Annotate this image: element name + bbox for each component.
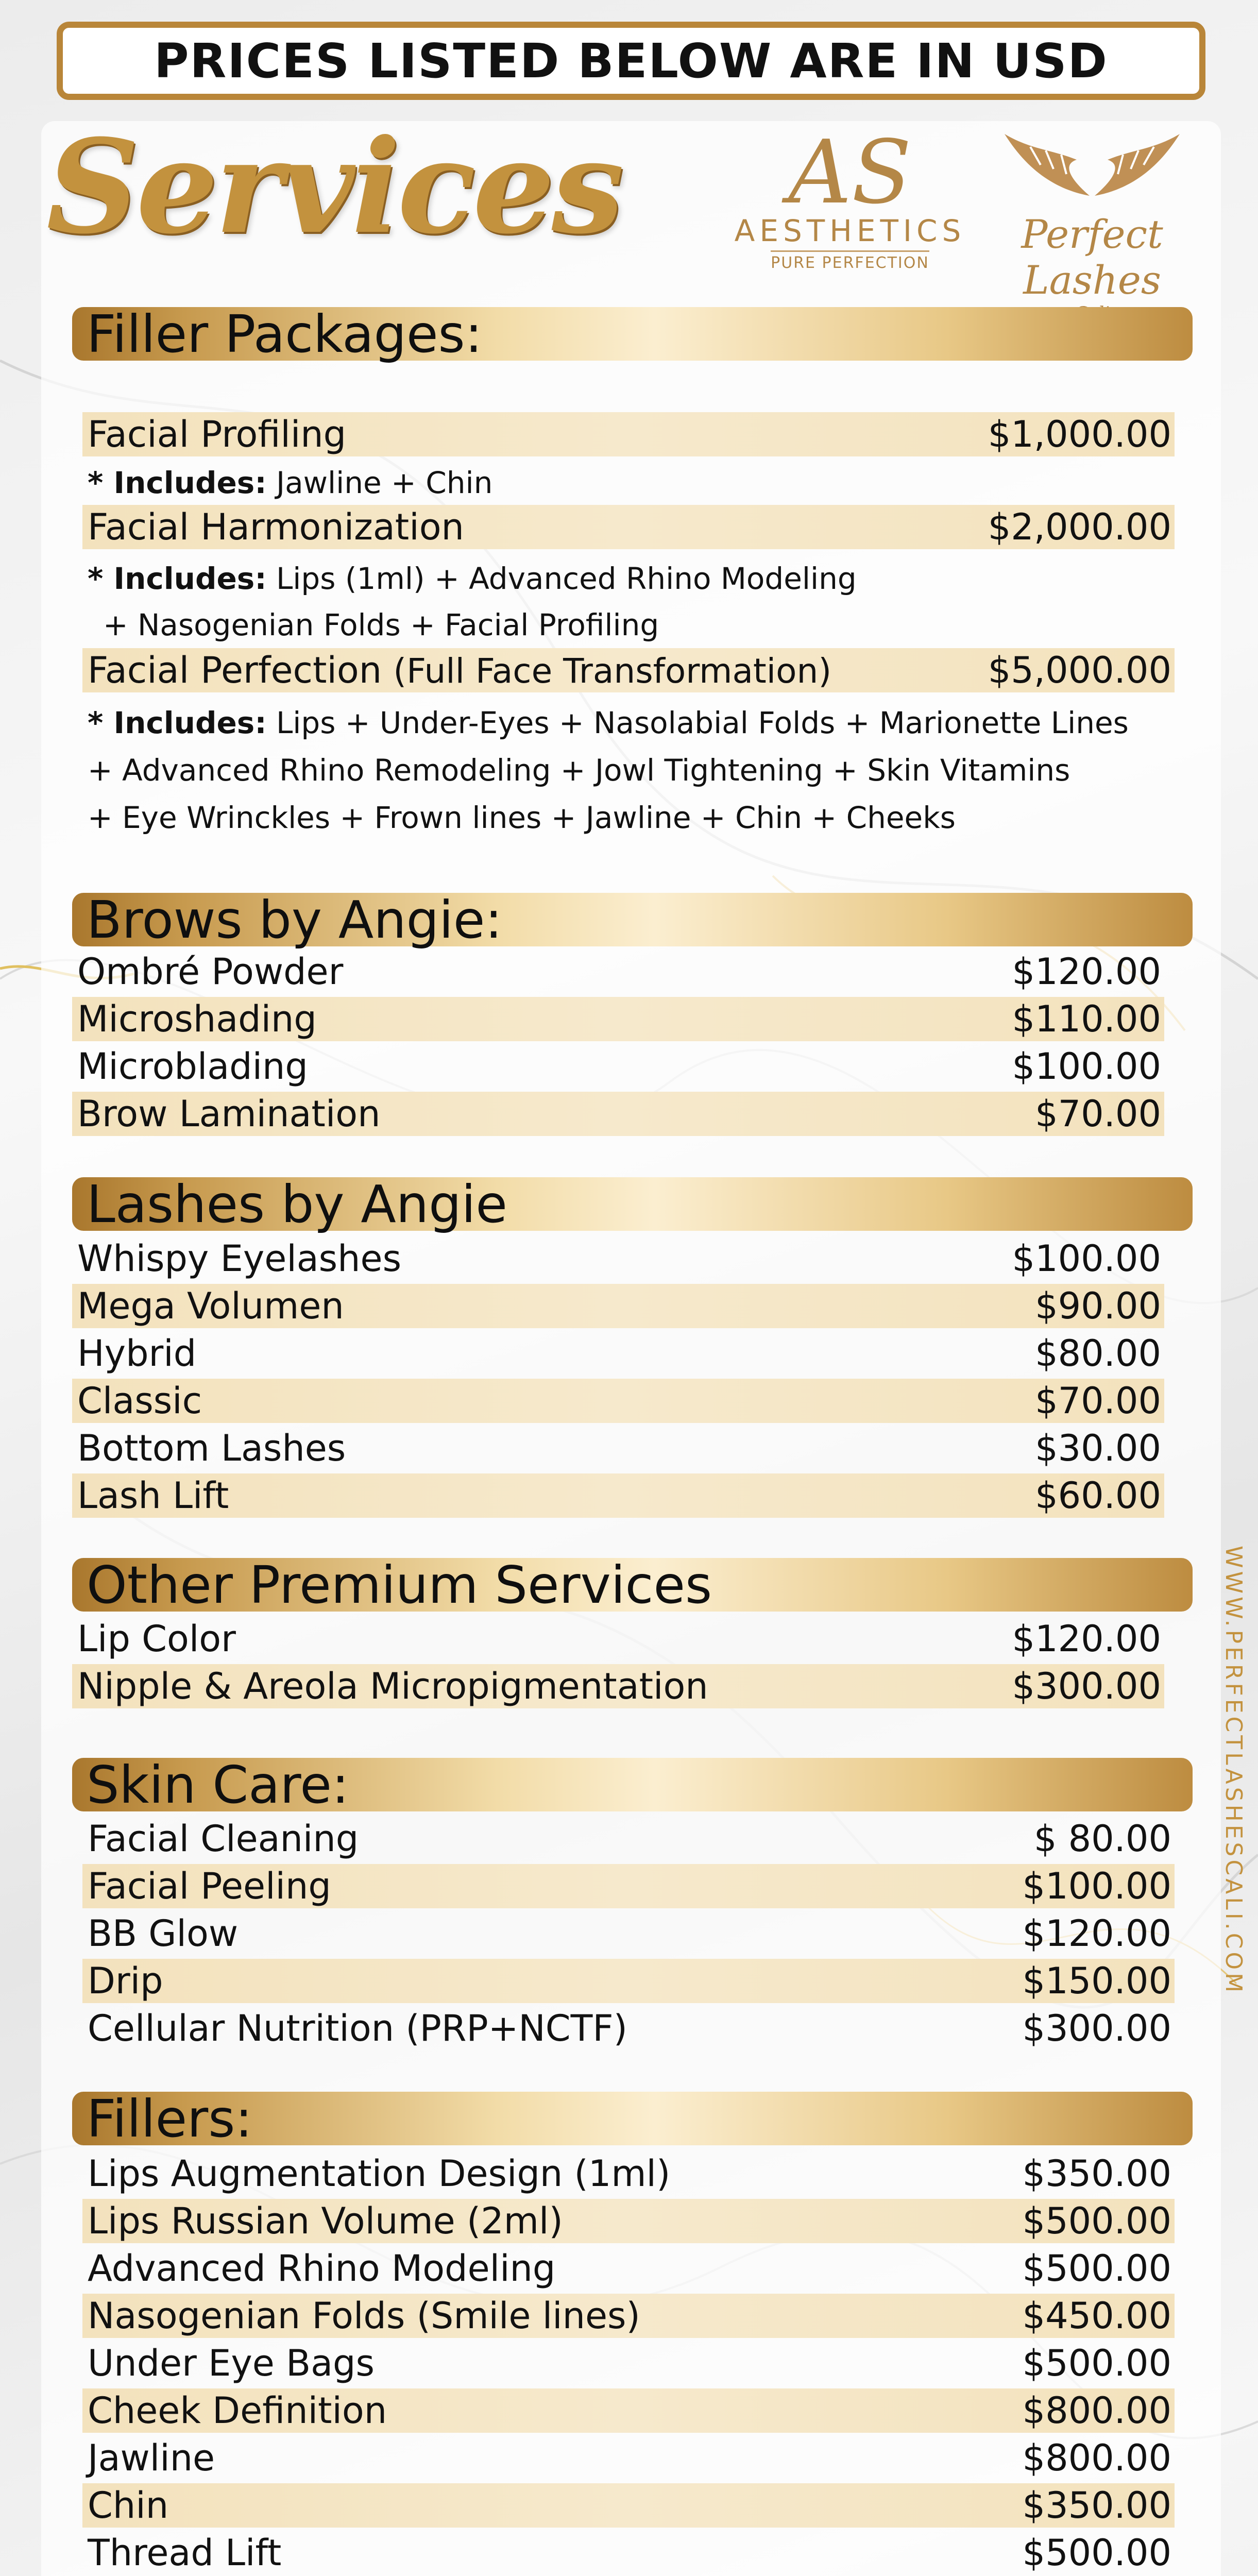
list-item bbox=[82, 2531, 1175, 2575]
list-item bbox=[72, 1092, 1164, 1136]
item-name: Microshading bbox=[77, 998, 317, 1040]
item-price: $120.00 bbox=[1012, 951, 1161, 993]
logo-name: AESTHETICS bbox=[734, 213, 966, 248]
includes-note bbox=[88, 556, 857, 601]
item-name: Lips Russian Volume (2ml) bbox=[88, 2200, 563, 2242]
list-item bbox=[82, 1864, 1175, 1908]
section-premium: Other Premium Services bbox=[72, 1558, 1193, 1612]
item-name: Classic bbox=[77, 1380, 202, 1422]
item-name: Facial Cleaning bbox=[88, 1818, 359, 1860]
item-price: $100.00 bbox=[1022, 1865, 1171, 1907]
item-name: Thread Lift bbox=[88, 2532, 282, 2574]
item-price: $800.00 bbox=[1022, 2437, 1171, 2479]
item-name: BB Glow bbox=[88, 1912, 239, 1955]
logo-tagline: PURE PERFECTION bbox=[771, 250, 929, 272]
note-text: Lips + Under-Eyes + Nasolabial Folds + Marionette Lines bbox=[276, 705, 1129, 740]
list-item bbox=[72, 1473, 1164, 1518]
item-name: Lips Augmentation Design (1ml) bbox=[88, 2153, 671, 2195]
section-brows: Brows by Angie: bbox=[72, 893, 1193, 946]
list-item bbox=[72, 1284, 1164, 1328]
item-price: $110.00 bbox=[1012, 998, 1161, 1040]
wings-icon bbox=[999, 129, 1185, 206]
list-item bbox=[82, 2151, 1175, 2196]
item-name: Facial Peeling bbox=[88, 1865, 331, 1907]
note-text: Jawline + Chin bbox=[276, 465, 493, 500]
item-name: Hybrid bbox=[77, 1332, 197, 1375]
item-price: $80.00 bbox=[1035, 1332, 1161, 1375]
includes-label: * Includes: bbox=[88, 465, 267, 500]
item-price: $450.00 bbox=[1022, 2295, 1171, 2337]
item-price: $150.00 bbox=[1022, 1960, 1171, 2002]
note-continuation: + Nasogenian Folds + Facial Profiling bbox=[103, 607, 659, 642]
item-price: $800.00 bbox=[1022, 2389, 1171, 2432]
item-name: Chin bbox=[88, 2484, 169, 2527]
list-item bbox=[82, 1911, 1175, 1956]
list-item bbox=[72, 1426, 1164, 1470]
item-price: $60.00 bbox=[1035, 1475, 1161, 1517]
item-price: $1,000.00 bbox=[988, 413, 1171, 455]
item-name: Drip bbox=[88, 1960, 163, 2002]
item-price: $300.00 bbox=[1022, 2007, 1171, 2049]
item-price: $120.00 bbox=[1012, 1618, 1161, 1660]
list-item bbox=[82, 1959, 1175, 2003]
item-price: $100.00 bbox=[1012, 1238, 1161, 1280]
item-name: Bottom Lashes bbox=[77, 1427, 346, 1469]
list-item bbox=[82, 2006, 1175, 2050]
item-name: Microblading bbox=[77, 1045, 308, 1088]
item-name: Nasogenian Folds (Smile lines) bbox=[88, 2295, 640, 2337]
list-item bbox=[72, 1664, 1164, 1708]
list-item bbox=[72, 1236, 1164, 1281]
item-price: $500.00 bbox=[1022, 2200, 1171, 2242]
list-item bbox=[82, 412, 1175, 456]
item-name: Cheek Definition bbox=[88, 2389, 387, 2432]
note-text: Lips (1ml) + Advanced Rhino Modeling bbox=[276, 561, 857, 596]
item-price: $350.00 bbox=[1022, 2153, 1171, 2195]
list-item bbox=[82, 2246, 1175, 2291]
section-fillers: Fillers: bbox=[72, 2092, 1193, 2145]
list-item bbox=[72, 1379, 1164, 1423]
item-price: $70.00 bbox=[1035, 1380, 1161, 1422]
logo-pl-name: Perfect Lashes bbox=[1021, 211, 1163, 303]
item-price: $500.00 bbox=[1022, 2247, 1171, 2290]
includes-note bbox=[88, 461, 492, 505]
aesthetics-logo bbox=[732, 122, 968, 283]
list-item bbox=[82, 2436, 1175, 2480]
list-item bbox=[82, 2388, 1175, 2433]
list-item bbox=[82, 2483, 1175, 2528]
section-skin-care: Skin Care: bbox=[72, 1758, 1193, 1811]
item-name: Under Eye Bags bbox=[88, 2342, 375, 2384]
list-item bbox=[72, 1044, 1164, 1089]
item-price: $30.00 bbox=[1035, 1427, 1161, 1469]
item-name-suffix: (Full Face Transformation) bbox=[393, 651, 832, 691]
item-name: Mega Volumen bbox=[77, 1285, 344, 1327]
item-name: Ombré Powder bbox=[77, 951, 344, 993]
logo-monogram: AS bbox=[788, 122, 912, 224]
item-price: $300.00 bbox=[1012, 1665, 1161, 1707]
item-price: $70.00 bbox=[1035, 1093, 1161, 1135]
item-name: Cellular Nutrition (PRP+NCTF) bbox=[88, 2007, 627, 2049]
item-price: $5,000.00 bbox=[988, 649, 1171, 691]
note-continuation: + Advanced Rhino Remodeling + Jowl Tightening + Skin Vitamins bbox=[88, 753, 1070, 788]
item-name: Brow Lamination bbox=[77, 1093, 381, 1135]
includes-note bbox=[88, 701, 1129, 745]
list-item bbox=[82, 2294, 1175, 2338]
perfect-lashes-logo bbox=[979, 129, 1205, 303]
item-name: Facial Harmonization bbox=[88, 506, 464, 548]
item-name: Facial Profiling bbox=[88, 413, 347, 455]
item-name: Whispy Eyelashes bbox=[77, 1238, 402, 1280]
item-name: Jawline bbox=[88, 2437, 215, 2479]
section-filler-packages: Filler Packages: bbox=[72, 307, 1193, 361]
item-price: $500.00 bbox=[1022, 2342, 1171, 2384]
item-price: $100.00 bbox=[1012, 1045, 1161, 1088]
list-item bbox=[82, 648, 1175, 692]
includes-label: * Includes: bbox=[88, 561, 267, 596]
section-lashes: Lashes by Angie bbox=[72, 1177, 1193, 1231]
item-price: $2,000.00 bbox=[988, 506, 1171, 548]
item-price: $90.00 bbox=[1035, 1285, 1161, 1327]
list-item bbox=[72, 1331, 1164, 1376]
list-item bbox=[82, 2199, 1175, 2243]
list-item bbox=[72, 1617, 1164, 1661]
includes-label: * Includes: bbox=[88, 705, 267, 740]
item-name-main: Facial Perfection bbox=[88, 649, 382, 691]
item-name bbox=[88, 649, 831, 691]
list-item bbox=[82, 1817, 1175, 1861]
currency-banner: PRICES LISTED BELOW ARE IN USD bbox=[57, 22, 1205, 100]
item-name: Nipple & Areola Micropigmentation bbox=[77, 1665, 708, 1707]
list-item bbox=[72, 997, 1164, 1041]
list-item bbox=[72, 950, 1164, 994]
list-item bbox=[82, 2341, 1175, 2385]
item-name: Lip Color bbox=[77, 1618, 236, 1660]
note-continuation: + Eye Wrinckles + Frown lines + Jawline + Chin + Cheeks bbox=[88, 800, 956, 835]
item-name: Lash Lift bbox=[77, 1475, 229, 1517]
item-price: $ 80.00 bbox=[1033, 1818, 1171, 1860]
website-url: WWW.PERFECTLASHESCALI.COM bbox=[1220, 1546, 1247, 1996]
services-title: Services bbox=[46, 111, 621, 262]
item-price: $500.00 bbox=[1022, 2532, 1171, 2574]
item-price: $120.00 bbox=[1022, 1912, 1171, 1955]
list-item bbox=[82, 505, 1175, 549]
item-name: Advanced Rhino Modeling bbox=[88, 2247, 556, 2290]
item-price: $350.00 bbox=[1022, 2484, 1171, 2527]
